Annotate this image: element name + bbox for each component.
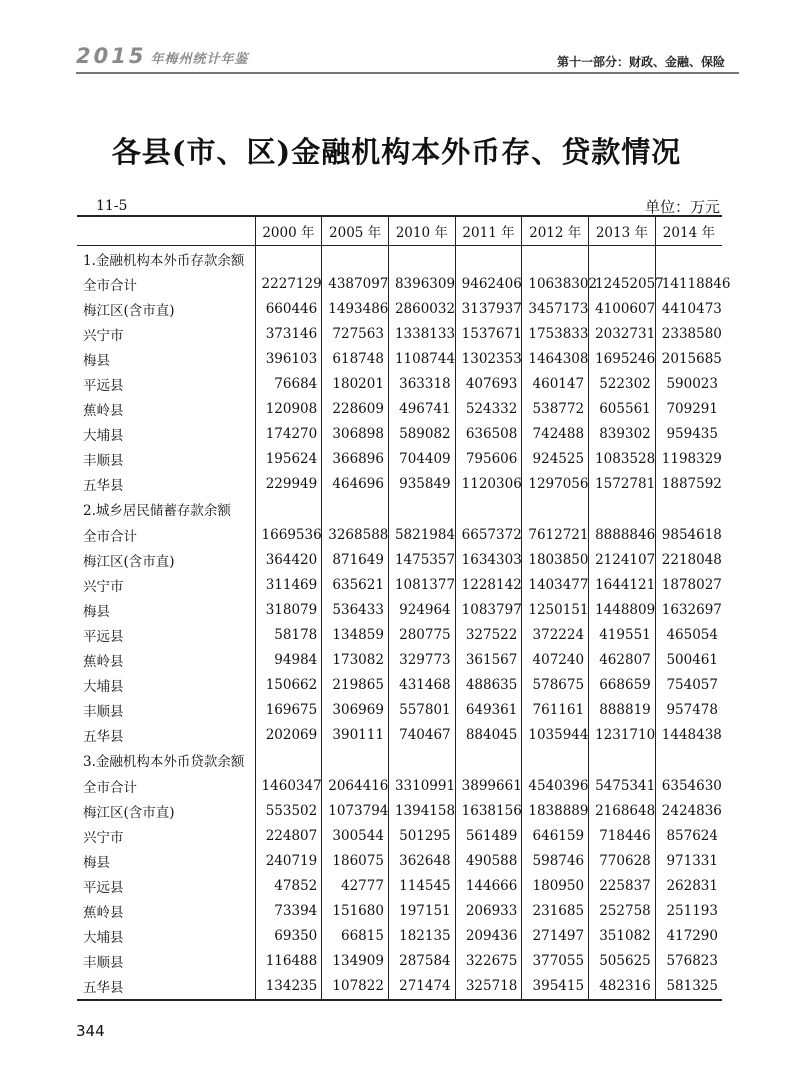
row-label: 丰顺县	[83, 453, 124, 470]
table-cell: 3899661	[455, 773, 522, 798]
row-label: 五华县	[77, 974, 255, 1000]
table-row	[77, 848, 722, 873]
table-cell	[589, 497, 656, 522]
table-cell: 94984	[255, 648, 322, 673]
table-cell: 197151	[388, 898, 455, 923]
table-cell	[655, 748, 722, 773]
row-label: 梅江区(含市直)	[83, 553, 175, 570]
table-cell: 1803850	[522, 547, 589, 572]
table-cell	[322, 497, 389, 522]
table-cell: 1297056	[522, 472, 589, 497]
table-row	[77, 648, 722, 673]
table-cell: 431468	[388, 673, 455, 698]
table-cell: 42777	[322, 873, 389, 898]
table-cell: 1120306	[455, 472, 522, 497]
table-cell: 134909	[322, 949, 389, 974]
table-cell: 2338580	[655, 321, 722, 346]
table-cell: 76684	[255, 371, 322, 396]
row-label: 五华县	[83, 478, 124, 495]
table-row	[77, 622, 722, 647]
table-cell	[522, 748, 589, 773]
row-label: 3.金融机构本外币贷款余额	[83, 754, 245, 771]
table-cell: 464696	[322, 472, 389, 497]
table-cell: 1035944	[522, 723, 589, 748]
table-cell: 9462406	[455, 271, 522, 296]
table-cell: 761161	[522, 698, 589, 723]
table-cell	[522, 246, 589, 272]
column-header-year: 2013 年	[589, 216, 656, 246]
row-label: 1.金融机构本外币存款余额	[83, 252, 245, 269]
table-cell: 4100607	[589, 296, 656, 321]
table-cell: 1394158	[388, 798, 455, 823]
row-label: 蕉岭县	[83, 904, 124, 921]
table-cell: 2860032	[388, 296, 455, 321]
table-row	[77, 447, 722, 472]
table-cell: 1228142	[455, 572, 522, 597]
table-cell: 396103	[255, 346, 322, 371]
table-row	[77, 371, 722, 396]
yearbook-name: 年梅州统计年鉴	[150, 52, 249, 67]
table-cell: 8396309	[388, 271, 455, 296]
page-title: 各县(市、区)金融机构本外币存、贷款情况	[111, 135, 682, 169]
table-row	[77, 873, 722, 898]
row-label: 梅县	[83, 603, 110, 620]
column-header-year: 2010 年	[388, 216, 455, 246]
table-row	[77, 748, 722, 773]
table-cell: 646159	[522, 823, 589, 848]
table-cell: 2064416	[322, 773, 389, 798]
table-cell: 318079	[255, 597, 322, 622]
table-cell: 306898	[322, 422, 389, 447]
table-row	[77, 246, 722, 272]
table-cell: 251193	[655, 898, 722, 923]
table-row	[77, 321, 722, 346]
row-label: 蕉岭县	[83, 403, 124, 420]
table-row	[77, 798, 722, 823]
table-cell: 395415	[522, 974, 589, 1000]
table-cell: 9854618	[655, 522, 722, 547]
table-cell: 3310991	[388, 773, 455, 798]
table-cell: 3137937	[455, 296, 522, 321]
table-cell: 1302353	[455, 346, 522, 371]
table-cell	[655, 246, 722, 272]
table-header	[77, 216, 722, 246]
table-cell: 329773	[388, 648, 455, 673]
table-cell: 228609	[322, 397, 389, 422]
table-cell: 1083797	[455, 597, 522, 622]
table-row	[77, 698, 722, 723]
table-cell: 1448438	[655, 723, 722, 748]
table-cell: 361567	[455, 648, 522, 673]
table-cell: 377055	[522, 949, 589, 974]
table-cell: 372224	[522, 622, 589, 647]
table-cell: 225837	[589, 873, 656, 898]
unit-label: 单位：万元	[644, 198, 720, 216]
row-label: 兴宁市	[83, 327, 124, 344]
table-cell: 229949	[255, 472, 322, 497]
table-cell: 1753833	[522, 321, 589, 346]
row-label: 平远县	[83, 879, 124, 896]
table-cell: 1644121	[589, 572, 656, 597]
table-cell: 576823	[655, 949, 722, 974]
table-cell: 1108744	[388, 346, 455, 371]
table-cell: 1475357	[388, 547, 455, 572]
table-cell: 618748	[322, 346, 389, 371]
table-cell: 1887592	[655, 472, 722, 497]
table-cell: 417290	[655, 924, 722, 949]
table-cell: 174270	[255, 422, 322, 447]
table-cell: 219865	[322, 673, 389, 698]
table-cell: 496741	[388, 397, 455, 422]
row-label: 丰顺县	[83, 955, 124, 972]
column-header-label	[77, 216, 255, 246]
table-cell: 195624	[255, 447, 322, 472]
table-cell: 209436	[455, 924, 522, 949]
table-cell: 2227129	[255, 271, 322, 296]
table-cell: 10638302	[522, 271, 589, 296]
table-row	[77, 497, 722, 522]
table-cell: 6657372	[455, 522, 522, 547]
table-row	[77, 547, 722, 572]
column-header-year: 2011 年	[455, 216, 522, 246]
table-cell	[455, 748, 522, 773]
row-label: 梅江区(含市直)	[83, 302, 175, 319]
table-cell: 649361	[455, 698, 522, 723]
section-title: 第十一部分：财政、金融、保险	[556, 55, 725, 69]
table-cell: 114545	[388, 873, 455, 898]
table-cell: 704409	[388, 447, 455, 472]
table-cell	[655, 497, 722, 522]
table-cell: 598746	[522, 848, 589, 873]
table-row	[77, 397, 722, 422]
table-cell: 590023	[655, 371, 722, 396]
table-cell: 364420	[255, 547, 322, 572]
row-label: 平远县	[83, 628, 124, 645]
table-cell	[589, 748, 656, 773]
table-cell: 505625	[589, 949, 656, 974]
table-cell: 14118846	[655, 271, 722, 296]
row-label: 全市合计	[83, 277, 137, 294]
table-cell: 12452057	[589, 271, 656, 296]
row-label: 大埔县	[83, 679, 124, 696]
table-row	[77, 522, 722, 547]
table-cell	[255, 748, 322, 773]
column-header-year: 2012 年	[522, 216, 589, 246]
table-row	[77, 472, 722, 497]
table-cell: 325718	[455, 974, 522, 1000]
table-cell: 1537671	[455, 321, 522, 346]
data-table	[77, 215, 731, 1001]
table-cell: 718446	[589, 823, 656, 848]
row-label: 平远县	[83, 378, 124, 395]
table-cell: 888819	[589, 698, 656, 723]
row-label: 兴宁市	[83, 829, 124, 846]
row-label: 兴宁市	[83, 578, 124, 595]
table-cell: 522302	[589, 371, 656, 396]
table-cell: 4540396	[522, 773, 589, 798]
table-cell: 373146	[255, 321, 322, 346]
table-cell: 1198329	[655, 447, 722, 472]
table-code: 11-5	[96, 198, 128, 214]
table-cell: 1460347	[255, 773, 322, 798]
table-cell: 363318	[388, 371, 455, 396]
table-cell: 605561	[589, 397, 656, 422]
table-cell: 351082	[589, 924, 656, 949]
row-label: 梅江区(含市直)	[83, 804, 175, 821]
table-cell: 770628	[589, 848, 656, 873]
table-cell: 1634303	[455, 547, 522, 572]
table-cell: 2032731	[589, 321, 656, 346]
table-cell: 971331	[655, 848, 722, 873]
table-cell: 501295	[388, 823, 455, 848]
table-cell: 857624	[655, 823, 722, 848]
table-cell: 959435	[655, 422, 722, 447]
table-cell: 182135	[388, 924, 455, 949]
table-cell: 1448809	[589, 597, 656, 622]
row-label: 梅县	[83, 352, 110, 369]
table-row	[77, 898, 722, 923]
table-cell: 5475341	[589, 773, 656, 798]
table-cell: 8888846	[589, 522, 656, 547]
table-cell: 186075	[322, 848, 389, 873]
table-cell: 538772	[522, 397, 589, 422]
table-cell: 1464308	[522, 346, 589, 371]
table-cell: 924964	[388, 597, 455, 622]
table-cell: 957478	[655, 698, 722, 723]
table-row	[77, 723, 722, 748]
row-label: 蕉岭县	[83, 654, 124, 671]
table-cell: 311469	[255, 572, 322, 597]
table-cell: 488635	[455, 673, 522, 698]
table-cell: 1081377	[388, 572, 455, 597]
row-label: 全市合计	[83, 779, 137, 796]
table-cell: 1493486	[322, 296, 389, 321]
table-cell: 169675	[255, 698, 322, 723]
table-cell: 1572781	[589, 472, 656, 497]
table-row	[77, 773, 722, 798]
header-rule	[76, 72, 739, 74]
table-cell	[388, 748, 455, 773]
table-cell: 2218048	[655, 547, 722, 572]
table-row	[77, 271, 722, 296]
table-cell: 1073794	[322, 798, 389, 823]
table-cell: 327522	[455, 622, 522, 647]
table-cell: 668659	[589, 673, 656, 698]
table-cell: 1838889	[522, 798, 589, 823]
table-cell: 362648	[388, 848, 455, 873]
table-cell: 6354630	[655, 773, 722, 798]
column-header-year: 2005 年	[322, 216, 389, 246]
row-label: 五华县	[83, 729, 124, 746]
table-cell: 1669536	[255, 522, 322, 547]
table-cell: 742488	[522, 422, 589, 447]
table-cell: 262831	[655, 873, 722, 898]
table-body	[77, 246, 731, 1000]
table-cell: 206933	[455, 898, 522, 923]
table-cell: 1231710	[589, 723, 656, 748]
table-cell: 407693	[455, 371, 522, 396]
table-cell: 4387097	[322, 271, 389, 296]
table-cell: 134859	[322, 622, 389, 647]
table-cell: 2124107	[589, 547, 656, 572]
table-cell: 107822	[322, 974, 389, 1000]
table-cell: 465054	[655, 622, 722, 647]
table-cell: 3457173	[522, 296, 589, 321]
table-cell	[255, 246, 322, 272]
row-label: 2.城乡居民储蓄存款余额	[83, 503, 231, 520]
table-cell: 419551	[589, 622, 656, 647]
table-cell: 636508	[455, 422, 522, 447]
table-cell: 1250151	[522, 597, 589, 622]
table-cell	[455, 497, 522, 522]
table-cell: 173082	[322, 648, 389, 673]
yearbook-title	[76, 44, 248, 68]
table-cell: 69350	[255, 924, 322, 949]
table-cell: 58178	[255, 622, 322, 647]
table-cell: 306969	[322, 698, 389, 723]
table-cell: 116488	[255, 949, 322, 974]
table-cell: 271474	[388, 974, 455, 1000]
table-cell: 460147	[522, 371, 589, 396]
table-cell: 180950	[522, 873, 589, 898]
table-cell: 935849	[388, 472, 455, 497]
table-cell: 144666	[455, 873, 522, 898]
table-cell	[322, 748, 389, 773]
table-cell: 271497	[522, 924, 589, 949]
table-cell: 231685	[522, 898, 589, 923]
header-row	[77, 216, 722, 246]
table-cell: 884045	[455, 723, 522, 748]
table-row	[77, 949, 722, 974]
table-cell: 240719	[255, 848, 322, 873]
table-cell: 5821984	[388, 522, 455, 547]
table-cell: 754057	[655, 673, 722, 698]
table-cell: 1403477	[522, 572, 589, 597]
table-cell: 871649	[322, 547, 389, 572]
table-cell: 1632697	[655, 597, 722, 622]
table-cell: 300544	[322, 823, 389, 848]
table-cell: 66815	[322, 924, 389, 949]
table-cell: 924525	[522, 447, 589, 472]
table-cell: 7612721	[522, 522, 589, 547]
yearbook-year: 2015	[76, 44, 147, 68]
table-cell: 322675	[455, 949, 522, 974]
table-cell: 47852	[255, 873, 322, 898]
table-cell: 500461	[655, 648, 722, 673]
table-cell: 287584	[388, 949, 455, 974]
row-label: 大埔县	[83, 428, 124, 445]
table-cell	[388, 246, 455, 272]
table-cell: 1695246	[589, 346, 656, 371]
table-cell: 202069	[255, 723, 322, 748]
table-cell: 2015685	[655, 346, 722, 371]
table-cell: 561489	[455, 823, 522, 848]
table-cell: 740467	[388, 723, 455, 748]
table-row	[77, 924, 722, 949]
page-number: 344	[76, 1022, 105, 1040]
table-cell: 150662	[255, 673, 322, 698]
table-cell: 1638156	[455, 798, 522, 823]
table-cell: 635621	[322, 572, 389, 597]
table-cell: 2424836	[655, 798, 722, 823]
table-cell	[522, 497, 589, 522]
table-cell: 660446	[255, 296, 322, 321]
table-cell	[589, 246, 656, 272]
table-cell: 151680	[322, 898, 389, 923]
page-header	[0, 0, 793, 78]
column-header-year: 2014 年	[655, 216, 722, 246]
table-cell: 557801	[388, 698, 455, 723]
table-cell: 490588	[455, 848, 522, 873]
table-cell: 536433	[322, 597, 389, 622]
table-cell: 224807	[255, 823, 322, 848]
table-cell: 581325	[655, 974, 722, 1000]
table-cell: 482316	[589, 974, 656, 1000]
table-cell: 462807	[589, 648, 656, 673]
table-cell: 2168648	[589, 798, 656, 823]
table-row	[77, 823, 722, 848]
table-cell: 1338133	[388, 321, 455, 346]
table-cell: 280775	[388, 622, 455, 647]
table-cell: 709291	[655, 397, 722, 422]
table-cell	[255, 497, 322, 522]
table-cell: 795606	[455, 447, 522, 472]
table-cell: 1878027	[655, 572, 722, 597]
row-label: 大埔县	[83, 930, 124, 947]
table-cell: 134235	[255, 974, 322, 1000]
table-cell: 120908	[255, 397, 322, 422]
table-cell: 578675	[522, 673, 589, 698]
table-row	[77, 296, 722, 321]
table-cell: 727563	[322, 321, 389, 346]
table-cell	[455, 246, 522, 272]
table-cell: 73394	[255, 898, 322, 923]
table-cell	[388, 497, 455, 522]
table-cell	[322, 246, 389, 272]
column-header-year: 2000 年	[255, 216, 322, 246]
row-label: 丰顺县	[83, 704, 124, 721]
table-row	[77, 346, 722, 371]
table-row	[77, 974, 722, 1000]
table-cell: 589082	[388, 422, 455, 447]
table-cell: 390111	[322, 723, 389, 748]
table-cell: 1083528	[589, 447, 656, 472]
table-row	[77, 597, 722, 622]
table-row	[77, 422, 722, 447]
table-cell: 839302	[589, 422, 656, 447]
table-row	[77, 673, 722, 698]
table-cell: 180201	[322, 371, 389, 396]
table-cell: 553502	[255, 798, 322, 823]
table-row	[77, 572, 722, 597]
table-cell: 524332	[455, 397, 522, 422]
table-cell: 3268588	[322, 522, 389, 547]
table-cell: 407240	[522, 648, 589, 673]
row-label: 梅县	[83, 854, 110, 871]
table-cell: 4410473	[655, 296, 722, 321]
table-cell: 252758	[589, 898, 656, 923]
table-cell: 366896	[322, 447, 389, 472]
row-label: 全市合计	[83, 528, 137, 545]
